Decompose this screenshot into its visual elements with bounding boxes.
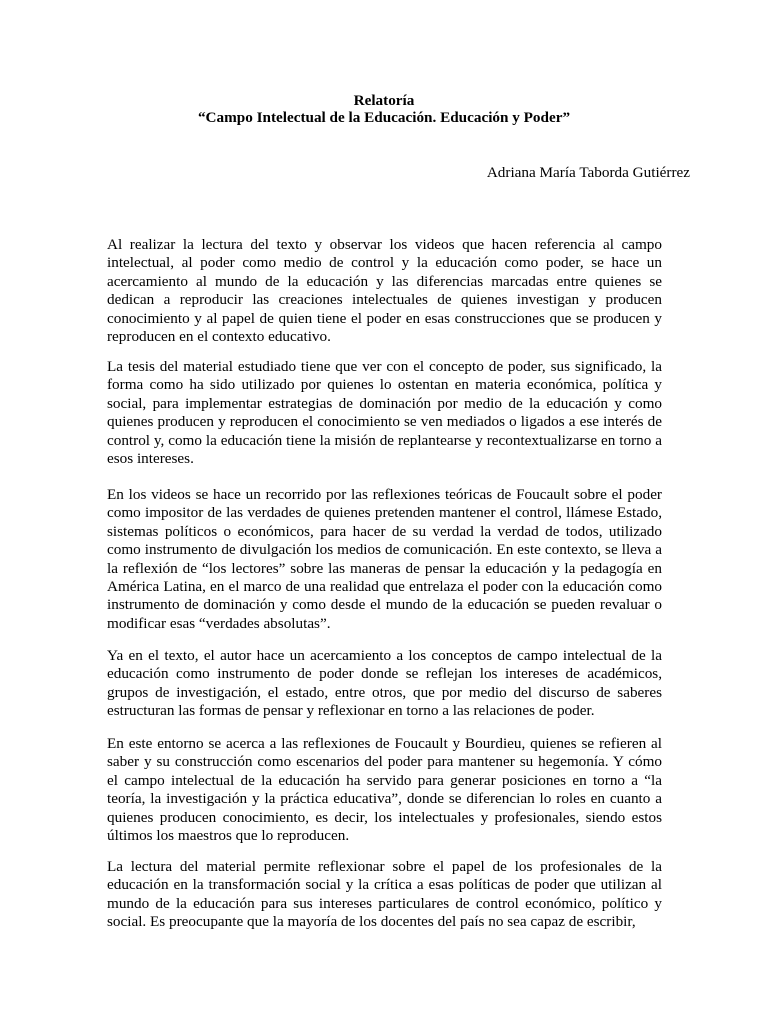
- document-title: Relatoría: [353, 92, 415, 109]
- document-subtitle: “Campo Intelectual de la Educación. Educación y Poder”: [197, 109, 571, 126]
- paragraph-4: Ya en el texto, el autor hace un acercamiento a los conceptos de campo intelectual de la educación como instrumento de poder donde se reflejan los intereses de académicos, grupos de investigación, el estado, entre otros, que por medio del discurso de saberes estructuran las formas de pensar y reflexionar en torno a las relaciones de poder.: [107, 647, 662, 720]
- author-name: Adriana María Taborda Gutiérrez: [486, 164, 690, 181]
- paragraph-5: En este entorno se acerca a las reflexiones de Foucault y Bourdieu, quienes se refieren al saber y su construcción como escenarios del poder para mantener su hegemonía. Y cómo el campo intelectual de la educación ha servido para generar posiciones en torno a “la teoría, la investigación y la práctica educativa”, donde se diferencian lo roles en cuanto a quienes producen conocimiento, es decir, los intelectuales y profesionales, siendo estos últimos los maestros que lo reproducen.: [107, 735, 662, 845]
- paragraph-6: La lectura del material permite reflexionar sobre el papel de los profesionales de la educación en la transformación social y la crítica a esas políticas de poder que utilizan al mundo de la educación para sus intereses particulares de control económico, político y social. Es preocupante que la mayoría de los docentes del país no sea capaz de escribir,: [107, 858, 662, 931]
- paragraph-3: En los videos se hace un recorrido por las reflexiones teóricas de Foucault sobre el poder como impositor de las verdades de quienes pretenden mantener el control, llámese Estado, sistemas políticos o económicos, para hacer de su verdad la verdad de todos, utilizado como instrumento de divulgación los medios de comunicación. En este contexto, se lleva a la reflexión de “los lectores” sobre las maneras de pensar la educación y la pedagogía en América Latina, en el marco de una realidad que entrelaza el poder con la educación como instrumento de dominación y como desde el mundo de la educación se pueden revaluar o modificar esas “verdades absolutas”.: [107, 486, 662, 632]
- paragraph-2: La tesis del material estudiado tiene que ver con el concepto de poder, sus significado, la forma como ha sido utilizado por quienes lo ostentan en materia económica, política y social, para implementar estrategias de dominación por medio de la educación y como quienes producen y reproducen el conocimiento se ven mediados o ligados a ese interés de control y, como la educación tiene la misión de replantearse y recontextualizarse en torno a esos intereses.: [107, 358, 662, 468]
- paragraph-1: Al realizar la lectura del texto y observar los videos que hacen referencia al campo intelectual, al poder como medio de control y la educación como poder, se hace un acercamiento al mundo de la educación y las diferencias marcadas entre quienes se dedican a reproducir las creaciones intelectuales de quienes investigan y producen conocimiento y al papel de quien tiene el poder en esas construcciones que se producen y reproducen en el contexto educativo.: [107, 236, 662, 346]
